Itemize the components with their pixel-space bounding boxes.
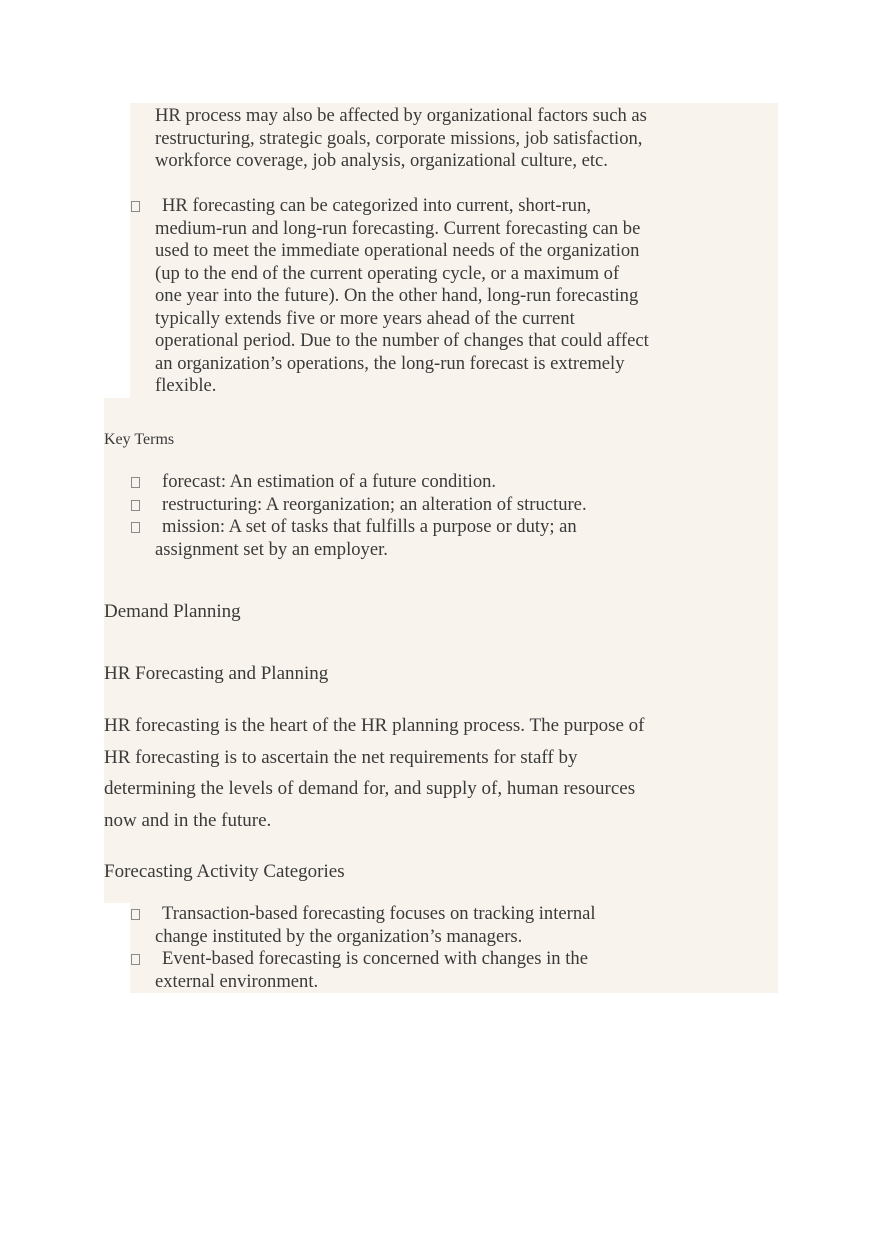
key-term-item: restructuring: A reorganization; an alteration of structure. — [155, 494, 625, 517]
list-item: HR forecasting can be categorized into current, short-run, medium-run and long-run forecasting. Current forecasting can be used to meet the immediate operational needs of the organization (up to the end of the current operating cycle, or a maximum of one year into the future). On the other hand, long-run forecasting typically extends five or more years ahead of the current operational period. Due to the number of changes that could affect an organization’s operations, the long-run forecast is extremely flexible. — [155, 195, 650, 398]
key-terms-list — [155, 471, 625, 561]
demand-planning-heading: Demand Planning — [104, 601, 241, 622]
key-term-item: mission: A set of tasks that fulfills a purpose or duty; an assignment set by an employer. — [155, 516, 625, 561]
bullet-square-icon — [131, 477, 140, 488]
category-item: Transaction-based forecasting focuses on tracking internal change instituted by the organization’s managers. — [155, 903, 625, 948]
bullet-square-icon — [131, 954, 140, 965]
bullet-square-icon — [131, 522, 140, 533]
forecasting-categories-list — [155, 903, 625, 993]
key-term-item: forecast: An estimation of a future condition. — [155, 471, 625, 494]
hr-forecasting-paragraph: HR forecasting is the heart of the HR planning process. The purpose of HR forecasting is to ascertain the net requirements for staff by determining the levels of demand for, and supply of, human resources now and in the future. — [104, 715, 645, 831]
bullet-square-icon — [131, 201, 140, 212]
continuation-paragraph: HR process may also be affected by organizational factors such as restructuring, strategic goals, corporate missions, job satisfaction, workforce coverage, job analysis, organizational culture, etc. — [155, 105, 647, 171]
hr-forecasting-heading: HR Forecasting and Planning — [104, 663, 329, 684]
bullet-square-icon — [131, 500, 140, 511]
bullet-square-icon — [131, 909, 140, 920]
key-terms-heading: Key Terms — [104, 431, 175, 448]
forecasting-categories-heading: Forecasting Activity Categories — [104, 861, 345, 882]
forecasting-types-list — [155, 195, 650, 398]
category-item: Event-based forecasting is concerned with changes in the external environment. — [155, 948, 625, 993]
